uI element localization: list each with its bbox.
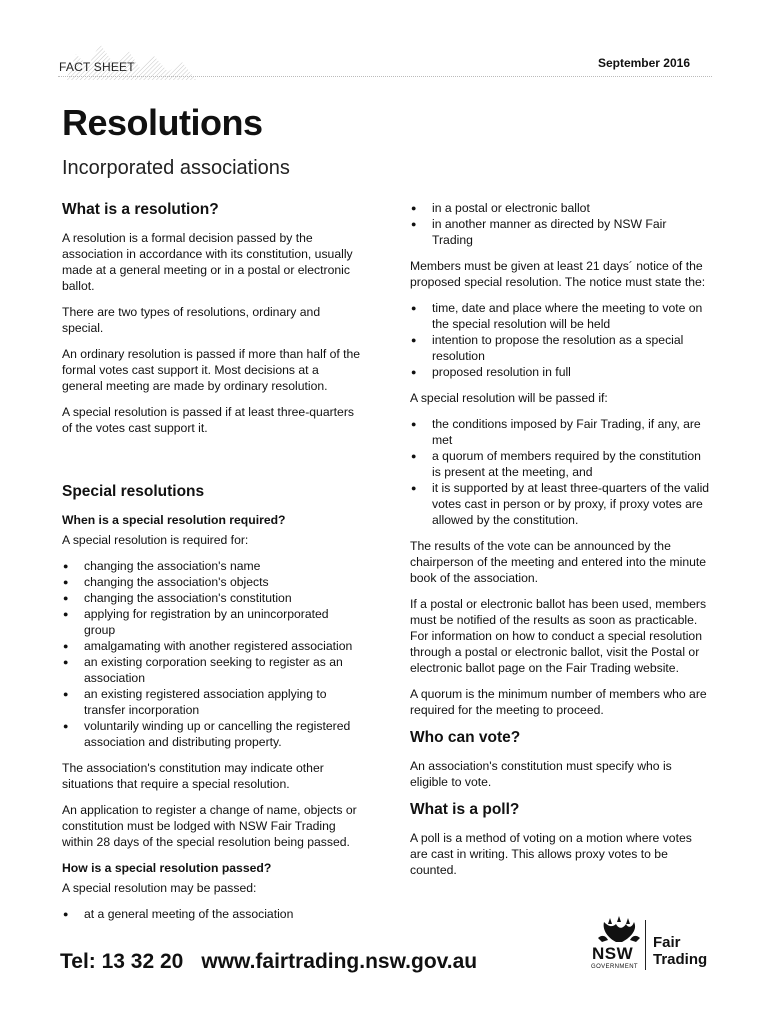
logo-fair-text: Fair [653,934,681,951]
logo-trading-text: Trading [653,951,708,968]
paragraph: A quorum is the minimum number of members who are required for the meeting to proceed. [410,687,707,717]
paragraph: A special resolution may be passed: [62,881,257,895]
list-item: ● changing the association's objects [62,574,362,590]
page-title: Resolutions [62,102,263,143]
paragraph: An ordinary resolution is passed if more than half of the formal votes cast support it. Most decisions at a general meeting are made by ordinary resolution. [62,347,361,393]
right-column [410,200,710,888]
paragraph: The results of the vote can be announced by the chairperson of the meeting and entered into the minute book of the association. [410,539,707,585]
paragraph: There are two types of resolutions, ordinary and special. [62,305,321,335]
list-item: ● it is supported by at least three-quarters of the valid votes cast in person or by proxy, if proxy votes are allowed by the constitution. [410,480,710,528]
logo-divider [645,920,646,970]
paragraph: An application to register a change of name, objects or constitution must be lodged with NSW Fair Trading within 28 days of the special resolution being passed. [62,803,357,849]
list-item: ● changing the association's name [62,558,362,574]
list-item: ● an existing registered association applying to transfer incorporation [62,686,362,718]
list-item: ● a quorum of members required by the constitution is present at the meeting, and [410,448,710,480]
logo-fair-trading [653,934,707,968]
paragraph: If a postal or electronic ballot has been used, members must be notified of the results as soon as practicable. For information on how to conduct a special resolution through a postal or electronic ballot, visit the Postal or electronic ballot page on the Fair Trading website. [410,597,707,675]
footer-phone: Tel: 13 32 20 [60,950,184,973]
list-item: ● in a postal or electronic ballot [410,200,710,216]
paragraph: A resolution is a formal decision passed by the association in accordance with its constitution, usually made at a general meeting or in a postal or electronic ballot. [62,231,353,293]
notice-items-list [410,300,710,380]
paragraph: An association's constitution must specify who is eligible to vote. [410,759,672,789]
list-item: ● proposed resolution in full [410,364,710,380]
heading-special-resolutions: Special resolutions [62,483,205,500]
list-item: ● an existing corporation seeking to register as an association [62,654,362,686]
heading-who-can-vote: Who can vote? [410,729,521,746]
passed-ways-list-continued [410,200,710,248]
list-item: ● at a general meeting of the association [62,906,362,922]
list-item: ● voluntarily winding up or cancelling the registered association and distributing property. [62,718,362,750]
list-item: ● intention to propose the resolution as a special resolution [410,332,710,364]
paragraph: The association's constitution may indicate other situations that require a special resolution. [62,761,324,791]
list-item: ● amalgamating with another registered association [62,638,362,654]
paragraph: Members must be given at least 21 days´ notice of the proposed special resolution. The notice must state the: [410,259,706,289]
subheading-when-required: When is a special resolution required? [62,513,286,527]
logo-government-text: GOVERNMENT [591,964,639,970]
list-item: ● changing the association's constitution [62,590,362,606]
list-item: ● applying for registration by an unincorporated group [62,606,362,638]
passed-if-list [410,416,710,528]
publication-date: September 2016 [597,56,690,70]
list-item: ● the conditions imposed by Fair Trading, if any, are met [410,416,710,448]
fact-sheet-label: FACT SHEET [59,60,135,74]
page-subtitle: Incorporated associations [62,157,290,179]
paragraph: A poll is a method of voting on a motion where votes are cast in writing. This allows proxy votes to be counted. [410,831,692,877]
left-column [62,200,362,932]
list-item: ● in another manner as directed by NSW Fair Trading [410,216,710,248]
footer-website-link[interactable]: www.fairtrading.nsw.gov.au [201,950,478,973]
heading-what-is-a-resolution: What is a resolution? [62,201,219,218]
paragraph: A special resolution will be passed if: [410,391,608,405]
paragraph: A special resolution is required for: [62,533,249,547]
subheading-how-passed: How is a special resolution passed? [62,861,272,875]
list-item: ● time, date and place where the meeting to vote on the special resolution will be held [410,300,710,332]
header-divider [58,76,712,77]
passed-ways-list [62,906,362,922]
spacer [62,446,362,482]
required-for-list [62,558,362,750]
heading-what-is-a-poll: What is a poll? [410,801,520,818]
paragraph: A special resolution is passed if at least three-quarters of the votes cast support it. [62,405,354,435]
footer-contact [60,950,477,974]
logo-nsw-text: NSW [592,944,634,963]
